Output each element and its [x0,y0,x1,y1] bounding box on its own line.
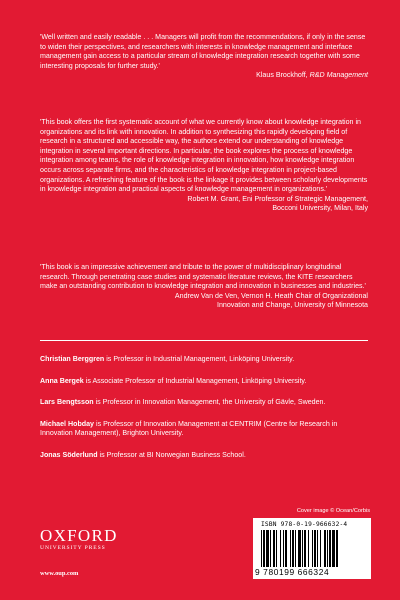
author-list [40,355,368,473]
review-quote-1 [40,33,368,81]
review-quote-3 [40,263,368,311]
review-quote-2 [40,118,368,214]
author-description: is Professor in Industrial Management, Linköping University. [104,355,295,363]
reviewer-source: R&D Management [309,71,368,80]
publisher-url: www.oup.com [40,570,79,577]
author-description: is Associate Professor of Industrial Management, Linköping University. [83,376,307,385]
divider-rule [40,340,368,341]
review-quote-3-attribution-line-2: Innovation and Change, University of Minnesota [216,301,368,310]
publisher-name: OXFORD [40,526,118,545]
publisher-logo [40,527,118,551]
review-quote-2-attribution-line-2: Bocconi University, Milan, Italy [272,204,368,213]
author-description: is Professor at BI Norwegian Business School. [97,450,246,459]
author-name: Lars Bengtsson [40,398,94,407]
publisher-subtitle: UNIVERSITY PRESS [40,545,106,551]
review-quote-3-attribution-line-1: Andrew Van de Ven, Vernon H. Heath Chair of Organizational [174,291,368,300]
isbn-label: ISBN 978-0-19-966632-4 [261,521,348,528]
cover-image-credit: Cover image © Ocean/Corbis [296,508,370,514]
review-quote-2-attribution-line-1: Robert M. Grant, Eni Professor of Strategic Management, [187,194,368,203]
barcode-icon [261,530,363,567]
review-quote-2-text: 'This book offers the first systematic account of what we currently know about knowledge integration in organizations and its link with innovation. In addition to synthesizing this rapidly developing field of research in a structured and accessible way, the authors extend our understanding of knowledge integration in several important directions. In particular, the book explores the process of knowledge integration among teams, the role of knowledge integration in innovation, how knowledge integration occurs across separate firms, and the characteristics of knowledge integration in project-based organizations. A refreshing feature of the book is the linkage it provides between scholarly developments in knowledge integration and practical aspects of knowledge management in organizations.' [40,118,368,194]
review-quote-1-text: 'Well written and easily readable . . . Managers will profit from the recommendations, if only in the sense to widen their perspectives, and researchers with interests in knowledge management and interface management gain access to a particular stream of knowledge integration research together with some interesting proposals for further study.' [40,33,366,70]
author-bio-5 [40,451,368,461]
review-quote-3-text: 'This book is an impressive achievement and tribute to the power of multidisciplinary longitudinal research. Through penetrating case studies and systematic literature reviews, the KITE researchers make an outstanding contribution to knowledge integration and innovation in businesses and industries.' [40,263,366,291]
author-name: Christian Berggren [40,355,105,363]
author-name: Jonas Söderlund [40,450,98,459]
author-bio-3 [40,398,368,408]
author-name: Michael Hobday [40,419,95,428]
review-quote-1-attribution [40,71,368,81]
isbn-digits: 9 780199 666324 [255,567,330,577]
author-bio-2 [40,377,368,387]
reviewer-name: Klaus Brockhoff, [256,71,308,80]
author-description: is Professor in Innovation Management, the University of Gävle, Sweden. [93,398,326,407]
author-bio-4 [40,420,368,439]
author-name: Anna Bergek [40,376,84,385]
author-description: is Professor of Innovation Management at CENTRIM (Centre for Research in Innovation Management), Brighton University. [40,419,338,438]
author-bio-1 [40,355,368,365]
isbn-barcode [253,518,371,579]
